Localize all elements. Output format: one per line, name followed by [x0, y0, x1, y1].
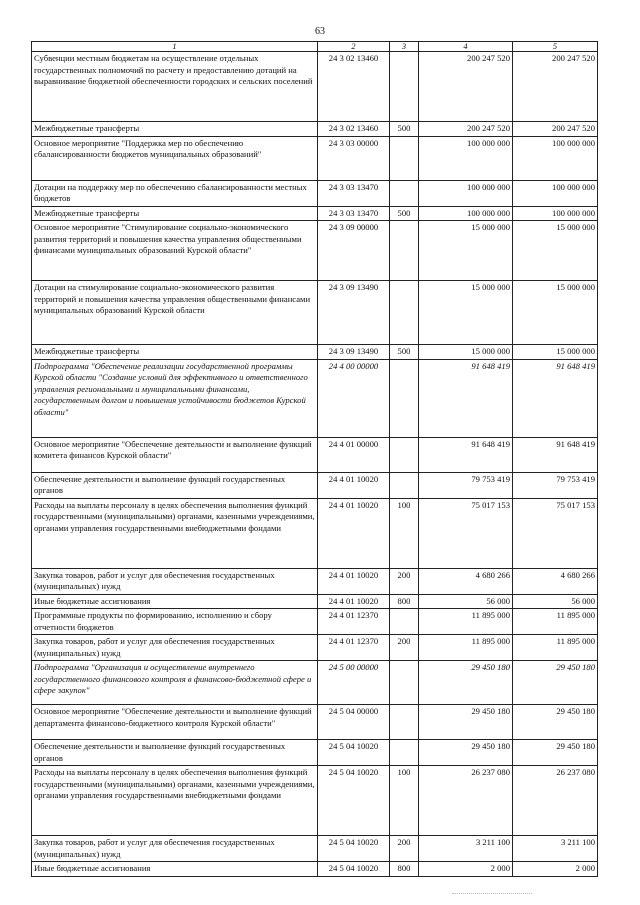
row-name: Основное мероприятие "Стимулирование социально-экономического развития территорий и повышения качества управления общественными финансами муниципальных образований Курской области" [32, 221, 318, 281]
row-code: 24 3 02 13460 [318, 52, 390, 122]
row-amount-2: 3 211 100 [513, 836, 598, 862]
page-number: 63 [315, 26, 325, 37]
row-expense-type: 500 [390, 122, 419, 137]
row-amount-1: 15 000 000 [419, 221, 513, 281]
row-amount-1: 91 648 419 [419, 437, 513, 472]
column-number-2: 2 [318, 42, 390, 52]
row-code: 24 3 03 00000 [318, 136, 390, 180]
row-name: Закупка товаров, работ и услуг для обеспечения государственных (муниципальных) нужд [32, 635, 318, 661]
table-row [32, 609, 598, 635]
row-amount-2: 11 895 000 [513, 635, 598, 661]
table-row [32, 766, 598, 836]
row-amount-2: 79 753 419 [513, 472, 598, 498]
table-row [32, 281, 598, 345]
row-name: Межбюджетные трансферты [32, 345, 318, 360]
row-amount-2: 26 237 080 [513, 766, 598, 836]
table-row [32, 345, 598, 360]
row-code: 24 5 04 10020 [318, 740, 390, 766]
row-name: Межбюджетные трансферты [32, 206, 318, 221]
row-amount-2: 29 450 180 [513, 740, 598, 766]
row-expense-type: 200 [390, 568, 419, 594]
row-amount-1: 26 237 080 [419, 766, 513, 836]
row-amount-2: 15 000 000 [513, 221, 598, 281]
table-row [32, 206, 598, 221]
table-row [32, 221, 598, 281]
row-expense-type: 500 [390, 345, 419, 360]
table-row [32, 661, 598, 705]
row-amount-2: 100 000 000 [513, 180, 598, 206]
row-amount-1: 29 450 180 [419, 740, 513, 766]
row-code: 24 5 04 10020 [318, 836, 390, 862]
table-row [32, 836, 598, 862]
row-expense-type: 200 [390, 836, 419, 862]
row-amount-2: 15 000 000 [513, 345, 598, 360]
row-amount-1: 29 450 180 [419, 705, 513, 740]
table-row [32, 122, 598, 137]
table-row [32, 498, 598, 568]
row-expense-type [390, 705, 419, 740]
row-name: Программные продукты по формированию, исполнению и сбору отчетности бюджетов [32, 609, 318, 635]
row-amount-2: 91 648 419 [513, 437, 598, 472]
row-amount-1: 100 000 000 [419, 180, 513, 206]
row-name: Обеспечение деятельности и выполнение функций государственных органов [32, 740, 318, 766]
row-expense-type: 100 [390, 766, 419, 836]
row-name: Иные бюджетные ассигнования [32, 594, 318, 609]
row-amount-1: 79 753 419 [419, 472, 513, 498]
row-amount-2: 200 247 520 [513, 122, 598, 137]
row-code: 24 5 04 10020 [318, 766, 390, 836]
table-row [32, 862, 598, 877]
row-amount-1: 2 000 [419, 862, 513, 877]
row-name: Иные бюджетные ассигнования [32, 862, 318, 877]
row-name: Расходы на выплаты персоналу в целях обеспечения выполнения функций государственными (муниципальными) органами, казенными учреждениями, органами управления государственными внебюджетными фондами [32, 766, 318, 836]
row-name: Расходы на выплаты персоналу в целях обеспечения выполнения функций государственными (муниципальными) органами, казенными учреждениями, органами управления государственными внебюджетными фондами [32, 498, 318, 568]
row-expense-type [390, 281, 419, 345]
row-code: 24 4 01 10020 [318, 472, 390, 498]
row-name: Дотации на поддержку мер по обеспечению сбалансированности местных бюджетов [32, 180, 318, 206]
column-number-5: 5 [513, 42, 598, 52]
row-expense-type [390, 52, 419, 122]
row-name: Обеспечение деятельности и выполнение функций государственных органов [32, 472, 318, 498]
row-name: Закупка товаров, работ и услуг для обеспечения государственных (муниципальных) нужд [32, 568, 318, 594]
row-code: 24 4 01 10020 [318, 594, 390, 609]
row-amount-2: 29 450 180 [513, 705, 598, 740]
row-code: 24 4 01 00000 [318, 437, 390, 472]
row-expense-type: 800 [390, 594, 419, 609]
row-expense-type: 800 [390, 862, 419, 877]
table-row [32, 136, 598, 180]
row-code: 24 4 00 00000 [318, 359, 390, 437]
row-expense-type [390, 437, 419, 472]
row-name: Основное мероприятие "Обеспечение деятельности и выполнение функций комитета финансов Курской области" [32, 437, 318, 472]
table-row [32, 472, 598, 498]
row-amount-1: 200 247 520 [419, 122, 513, 137]
row-code: 24 3 03 13470 [318, 180, 390, 206]
row-expense-type [390, 609, 419, 635]
row-amount-1: 200 247 520 [419, 52, 513, 122]
row-amount-2: 29 450 180 [513, 661, 598, 705]
row-amount-1: 100 000 000 [419, 136, 513, 180]
row-expense-type: 200 [390, 635, 419, 661]
row-amount-2: 4 680 266 [513, 568, 598, 594]
row-code: 24 4 01 10020 [318, 498, 390, 568]
row-expense-type [390, 359, 419, 437]
row-amount-2: 200 247 520 [513, 52, 598, 122]
row-amount-1: 11 895 000 [419, 609, 513, 635]
row-code: 24 3 03 13470 [318, 206, 390, 221]
row-code: 24 3 09 13490 [318, 281, 390, 345]
row-amount-2: 100 000 000 [513, 206, 598, 221]
table-row [32, 359, 598, 437]
row-amount-1: 56 000 [419, 594, 513, 609]
column-number-1: 1 [32, 42, 318, 52]
row-amount-2: 11 895 000 [513, 609, 598, 635]
row-code: 24 3 09 00000 [318, 221, 390, 281]
column-numbers-row [32, 42, 598, 52]
row-name: Основное мероприятие "Обеспечение деятельности и выполнение функций департамента финансово-бюджетного контроля Курской области" [32, 705, 318, 740]
row-amount-1: 15 000 000 [419, 345, 513, 360]
row-name: Основное мероприятие "Поддержка мер по обеспечению сбалансированности бюджетов муниципальных образований" [32, 136, 318, 180]
table-row [32, 740, 598, 766]
table-row [32, 635, 598, 661]
table-row [32, 705, 598, 740]
budget-table [31, 41, 598, 877]
row-expense-type [390, 136, 419, 180]
row-amount-1: 15 000 000 [419, 281, 513, 345]
row-amount-1: 3 211 100 [419, 836, 513, 862]
row-amount-2: 56 000 [513, 594, 598, 609]
row-amount-1: 4 680 266 [419, 568, 513, 594]
row-expense-type [390, 661, 419, 705]
row-code: 24 5 00 00000 [318, 661, 390, 705]
row-name: Дотации на стимулирование социально-экономического развития территорий и повышения качества управления общественными финансами муниципальных образований Курской области [32, 281, 318, 345]
table-row [32, 52, 598, 122]
row-amount-1: 75 017 153 [419, 498, 513, 568]
row-amount-1: 100 000 000 [419, 206, 513, 221]
row-code: 24 3 09 13490 [318, 345, 390, 360]
column-number-3: 3 [390, 42, 419, 52]
row-amount-2: 91 648 419 [513, 359, 598, 437]
table-row [32, 437, 598, 472]
table-row [32, 180, 598, 206]
row-amount-2: 75 017 153 [513, 498, 598, 568]
row-name: Субвенции местным бюджетам на осуществление отдельных государственных полномочий по расчету и предоставлению дотаций на выравнивание бюджетной обеспеченности городских и сельских поселений [32, 52, 318, 122]
row-code: 24 4 01 10020 [318, 568, 390, 594]
row-expense-type: 500 [390, 206, 419, 221]
row-name: Закупка товаров, работ и услуг для обеспечения государственных (муниципальных) нужд [32, 836, 318, 862]
row-name: Подпрограмма "Организация и осуществление внутреннего государственного финансового контроля в финансово-бюджетной сфере и сфере закупок" [32, 661, 318, 705]
table-row [32, 568, 598, 594]
row-name: Межбюджетные трансферты [32, 122, 318, 137]
row-expense-type: 100 [390, 498, 419, 568]
table-row [32, 594, 598, 609]
row-amount-2: 100 000 000 [513, 136, 598, 180]
row-amount-1: 91 648 419 [419, 359, 513, 437]
row-code: 24 4 01 12370 [318, 609, 390, 635]
row-code: 24 5 04 00000 [318, 705, 390, 740]
row-name: Подпрограмма "Обеспечение реализации государственной программы Курской области "Создание условий для эффективного и ответственного управления региональными и муниципальными финансами, государственным долгом и повышения устойчивости бюджетов Курской области" [32, 359, 318, 437]
row-code: 24 4 01 12370 [318, 635, 390, 661]
row-expense-type [390, 740, 419, 766]
scan-artifact [452, 893, 532, 895]
row-amount-1: 29 450 180 [419, 661, 513, 705]
row-expense-type [390, 221, 419, 281]
row-expense-type [390, 180, 419, 206]
column-number-4: 4 [419, 42, 513, 52]
row-expense-type [390, 472, 419, 498]
row-amount-2: 2 000 [513, 862, 598, 877]
row-code: 24 5 04 10020 [318, 862, 390, 877]
row-amount-1: 11 895 000 [419, 635, 513, 661]
row-amount-2: 15 000 000 [513, 281, 598, 345]
row-code: 24 3 02 13460 [318, 122, 390, 137]
